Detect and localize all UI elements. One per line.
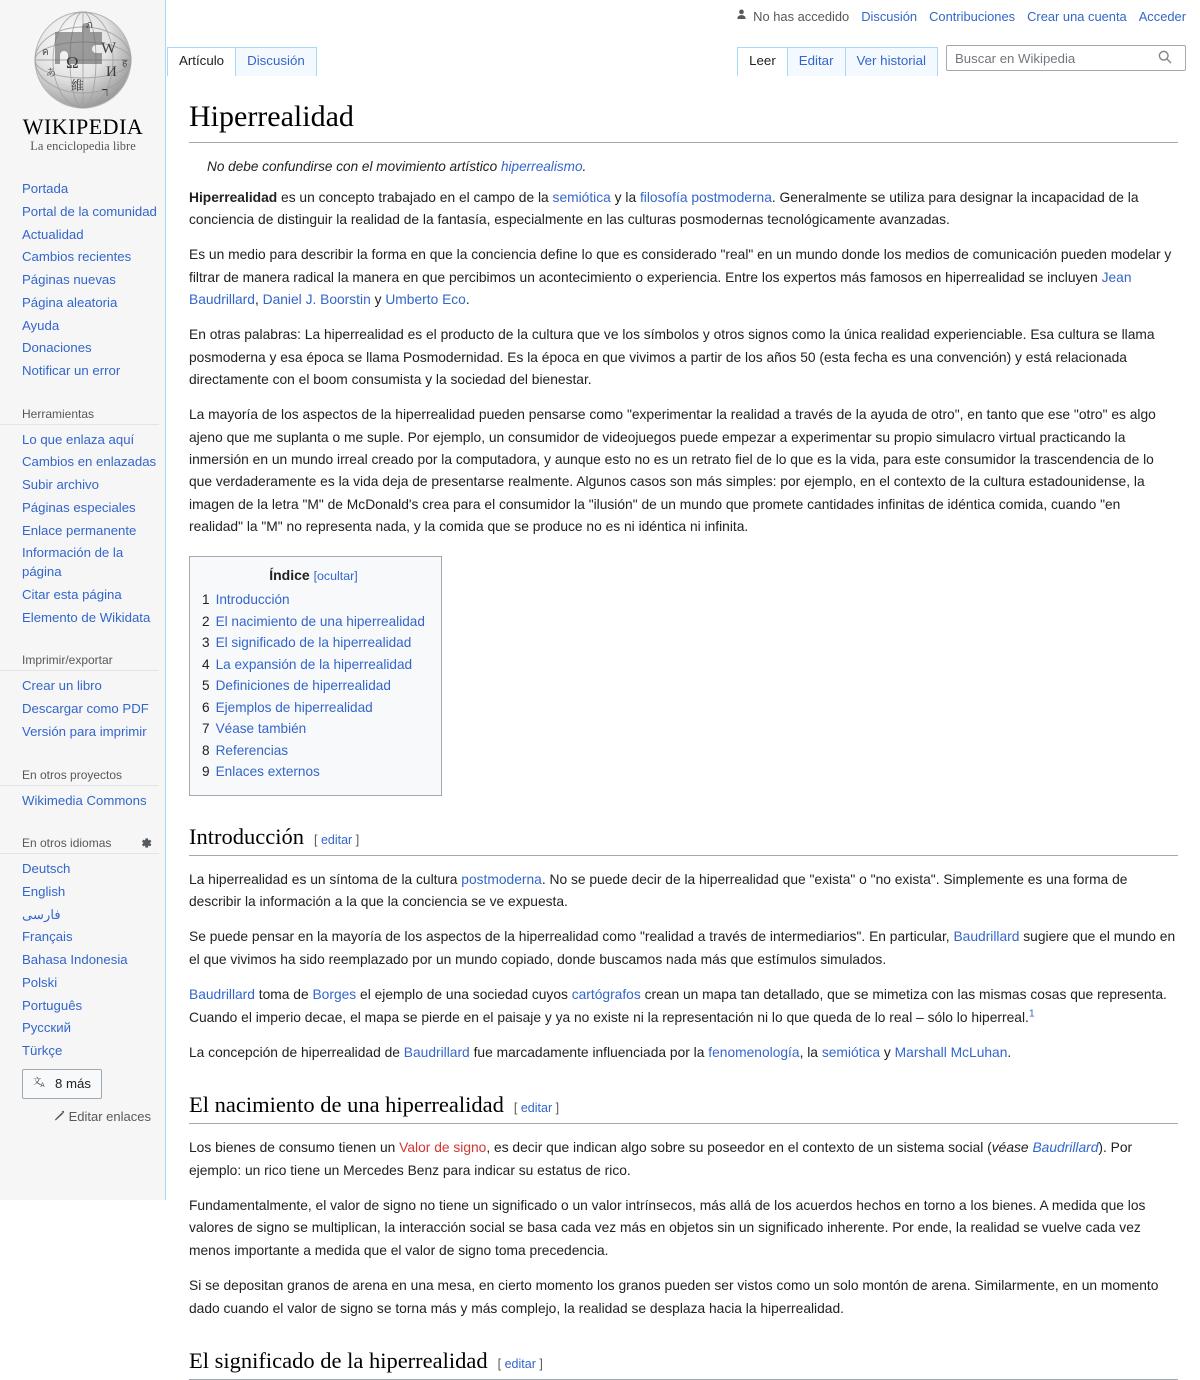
sidebar-lang-portugues[interactable] (0, 995, 165, 1018)
sidebar-link[interactable]: Páginas especiales (22, 499, 136, 515)
sidebar-link[interactable]: Portal de la comunidad (22, 203, 157, 219)
sidebar-item-crear-un-libro[interactable] (0, 675, 165, 698)
text-run: La concepción de hiperrealidad de (189, 1044, 404, 1060)
text-run: Se puede pensar en la mayoría de los aspectos de la hiperrealidad como "realidad a través de intermediarios". En particular, (189, 929, 954, 945)
sidebar-link[interactable]: Elemento de Wikidata (22, 609, 151, 625)
reference-link[interactable]: 1 (1028, 1006, 1035, 1019)
pencil-edit-icon (53, 1109, 66, 1125)
article-content (167, 74, 1200, 1380)
sidebar-item-enlace-permanente[interactable] (0, 520, 165, 543)
sidebar-link[interactable]: English (22, 883, 66, 899)
sidebar-heading-projects: En otros proyectos (0, 764, 159, 786)
text-run: ). Por ejemplo: un rico tiene un Mercedes Benz para indicar su estatus de rico. (189, 1140, 1133, 1178)
sidebar-item-notificar-error[interactable] (0, 360, 165, 383)
text-run: fue marcadamente influenciada por la (469, 1044, 709, 1060)
sidebar-heading-languages-row (0, 832, 159, 854)
link-semiotica[interactable]: semiótica (552, 189, 611, 205)
edit-link[interactable]: editar (320, 832, 353, 847)
svg-text:ภ: ภ (85, 20, 93, 31)
toc-title-row (202, 567, 425, 583)
tab-ver-historial[interactable]: Ver historial (846, 47, 938, 76)
sidebar-portal-print (0, 649, 165, 743)
link-daniel-boorstin[interactable]: Daniel J. Boorstin (262, 291, 371, 307)
gear-icon[interactable] (139, 836, 153, 850)
sidebar-portal-projects (0, 764, 165, 813)
edit-section-link-nacimiento[interactable] (514, 1101, 559, 1115)
sidebar-item-cambios-recientes[interactable] (0, 246, 165, 269)
toc-item-6[interactable] (202, 697, 425, 718)
text-run: . (1007, 1044, 1012, 1060)
toc-number: 4 (202, 656, 210, 672)
sidebar-link[interactable]: Ayuda (22, 317, 60, 333)
bracket-open: [ (513, 1101, 518, 1116)
sidebar-link[interactable]: Русский (22, 1020, 71, 1036)
toc-number: 2 (202, 613, 210, 629)
sidebar-link[interactable]: Donaciones (22, 340, 92, 356)
edit-link[interactable]: editar (520, 1101, 553, 1116)
sidebar-link[interactable]: Enlace permanente (22, 522, 137, 538)
toc-link[interactable]: Introducción (215, 592, 290, 608)
toc-item-5[interactable] (202, 675, 425, 696)
svg-text:維: 維 (70, 78, 84, 93)
not-logged-in-status (735, 8, 849, 24)
sidebar-link[interactable]: Polski (22, 974, 58, 990)
svg-text:文: 文 (33, 1076, 42, 1086)
svg-text:ह: ह (121, 58, 127, 69)
toc-number: 1 (202, 592, 210, 608)
sidebar-item-citar-esta-pagina[interactable] (0, 584, 165, 607)
sidebar-link[interactable]: Subir archivo (22, 477, 99, 493)
toc-link[interactable]: Definiciones de hiperrealidad (215, 678, 391, 694)
sidebar-item-lo-que-enlaza-aqui[interactable] (0, 429, 165, 452)
sidebar-lang-farsi[interactable] (0, 904, 165, 927)
bracket-close: ] (355, 832, 360, 847)
text-run: . (465, 291, 470, 307)
personal-link-discusion[interactable]: Discusión (861, 8, 918, 24)
wikipedia-globe-puzzle-icon[interactable] (16, 8, 151, 113)
more-languages-label: 8 más (55, 1076, 91, 1092)
toc-item-8[interactable] (202, 740, 425, 761)
svg-text:И: И (105, 64, 117, 80)
toc-item-7[interactable] (202, 718, 425, 739)
text-run: , la (799, 1044, 822, 1060)
svg-text:ר: ר (101, 84, 108, 99)
section-title: Introducción (189, 823, 304, 849)
search-input[interactable] (947, 47, 1157, 69)
site-logo-block[interactable] (0, 0, 166, 154)
section-title: El nacimiento de una hiperrealidad (189, 1092, 504, 1118)
sidebar-heading-print: Imprimir/exportar (0, 649, 159, 671)
sidebar (0, 0, 166, 1200)
toc-link[interactable]: Véase también (215, 721, 307, 737)
text-run: y (880, 1044, 895, 1060)
sidebar-link[interactable]: Türkçe (22, 1043, 63, 1059)
toc-link[interactable]: Ejemplos de hiperrealidad (215, 699, 373, 715)
link-postmoderna[interactable]: postmoderna (461, 871, 542, 887)
link-marshall-mcluhan[interactable]: Marshall McLuhan (894, 1044, 1008, 1060)
sidebar-nav-list (0, 174, 165, 383)
view-tabs (737, 46, 938, 75)
text-run: es un concepto trabajado en el campo de la (277, 189, 553, 205)
text-run: . Generalmente se utiliza para designar la incapacidad de la conciencia de distinguir la realidad de la fantasía, especialmente en las culturas posmodernas tecnológicamente avanzadas. (189, 189, 1139, 227)
site-tagline: La enciclopedia libre (30, 139, 136, 154)
intro-paragraph-3 (189, 984, 1178, 1029)
search-container[interactable] (946, 45, 1186, 71)
text-run: , (254, 291, 263, 307)
sidebar-item-subir-archivo[interactable] (0, 474, 165, 497)
italic-link-wrap[interactable] (1032, 1140, 1098, 1155)
edit-links-label: Editar enlaces (68, 1109, 151, 1125)
sidebar-link[interactable]: Crear un libro (22, 678, 102, 694)
sidebar-lang-francais[interactable] (0, 926, 165, 949)
toc-link[interactable]: Referencias (215, 742, 289, 758)
namespace-tabs (167, 46, 317, 75)
toc-toggle-link[interactable]: [ocultar] (313, 569, 358, 584)
sidebar-lang-english[interactable] (0, 881, 165, 904)
section-heading-significado (189, 1346, 1178, 1380)
more-languages-button[interactable] (22, 1069, 102, 1099)
sidebar-item-cambios-en-enlazadas[interactable] (0, 451, 165, 474)
sidebar-lang-russkiy[interactable] (0, 1017, 165, 1040)
link-semiotica[interactable]: semiótica (821, 1044, 881, 1060)
svg-text:A: A (40, 1082, 45, 1089)
tab-editar[interactable]: Editar (788, 47, 846, 76)
toc-toggle[interactable] (314, 569, 358, 583)
sidebar-item-elemento-de-wikidata[interactable] (0, 607, 165, 630)
bracket-close: ] (555, 1101, 560, 1116)
text-run: y (370, 291, 386, 307)
text-run: crean un mapa tan detallado, que se mimetiza con las mismas cosas que representa. Cuando el imperio decae, el mapa se pierde en el paisaje y ya no existe ni la representación ni lo que queda de lo real – sólo lo hiperreal. (189, 987, 1167, 1025)
toc-link[interactable]: El significado de la hiperrealidad (215, 635, 412, 651)
sidebar-item-donaciones[interactable] (0, 337, 165, 360)
svg-text:W: W (100, 40, 116, 57)
section-title: El significado de la hiperrealidad (189, 1347, 488, 1373)
sidebar-lang-polski[interactable] (0, 972, 165, 995)
sidebar-tools-list (0, 425, 165, 630)
nacimiento-paragraph-3: Si se depositan granos de arena en una mesa, en cierto momento los granos pueden ser vistos como un solo montón de arena. Similarmente, en un momento dado cuando el valor de signo se torna más y más complejo, la realidad se desplaza hacia la hiperrealidad. (189, 1278, 1159, 1316)
reference-marker-1[interactable] (1029, 1007, 1035, 1019)
redlink-valor-de-signo[interactable]: Valor de signo (399, 1140, 487, 1156)
text-run: Los bienes de consumo tienen un (189, 1140, 400, 1156)
section-heading-nacimiento (189, 1090, 1178, 1124)
tab-leer[interactable]: Leer (737, 47, 788, 76)
link-umberto-eco[interactable]: Umberto Eco (385, 291, 466, 307)
sidebar-link[interactable]: Páginas nuevas (22, 272, 116, 288)
sidebar-item-descargar-como-pdf[interactable] (0, 698, 165, 721)
text-run: y la (610, 189, 640, 205)
sidebar-item-informacion-de-la-pagina[interactable] (0, 542, 165, 583)
toc-item-4[interactable] (202, 654, 425, 675)
site-wordmark: WIKIPEDIA (22, 114, 144, 139)
sidebar-print-list (0, 671, 165, 743)
sidebar-item-paginas-especiales[interactable] (0, 497, 165, 520)
sidebar-item-portal-comunidad[interactable] (0, 201, 165, 224)
sidebar-item-pagina-aleatoria[interactable] (0, 292, 165, 315)
personal-tools-bar (735, 8, 1186, 24)
hatnote (207, 159, 1178, 174)
lead-paragraph-4: La mayoría de los aspectos de la hiperrealidad pueden pensarse como "experimentar la realidad a través de la ayuda de otro", en tanto que ese "otro" es algo ajeno que me suplanta o me suple. Por ejemplo, un consumidor de videojuegos puede empezar a experimentar su propio simulacro virtual practicando la inmersión en un mundo irreal creado por la computadora, y aunque esto no es un retrato fiel de lo que es la vida, para este consumidor la trascendencia de lo que verdaderamente es la vida deja de presentarse realmente. Algunos casos son más simples: por ejemplo, en el contexto de la cultura estadounidense, la imagen de la letra "M" de McDonald's crea para el consumidor la "ilusión" de un mundo que promete cantidades infinitas de idéntica comida, cuando "en realidad" la "M" no representa nada, y la comida que se produce no es ni idéntica ni infinita. (189, 407, 1156, 534)
text-run: , es decir que indican algo sobre su poseedor en el contexto de un sistema social ( (486, 1140, 992, 1156)
lead-paragraph-2 (189, 244, 1178, 311)
sidebar-link[interactable]: Notificar un error (22, 362, 121, 378)
sidebar-item-version-para-imprimir[interactable] (0, 721, 165, 744)
sidebar-link[interactable]: Lo que enlaza aquí (22, 431, 135, 447)
text-run: sugiere que el mundo en el que vivimos ha sido reemplazado por un mundo copiado, donde buscamos nada más que estímulos simulados. (189, 929, 1176, 967)
text-run: toma de (254, 987, 313, 1003)
sidebar-link[interactable]: Actualidad (22, 226, 84, 242)
sidebar-lang-bahasa-indonesia[interactable] (0, 949, 165, 972)
tab-discusion[interactable]: Discusión (236, 47, 317, 76)
intro-paragraph-1 (189, 869, 1178, 914)
hatnote-link[interactable]: hiperrealismo (500, 158, 583, 174)
toc-item-9[interactable] (202, 761, 425, 782)
edit-section-link-significado[interactable] (498, 1357, 543, 1371)
edit-link[interactable]: editar (504, 1356, 536, 1371)
sidebar-item-actualidad[interactable] (0, 224, 165, 247)
text-run: La hiperrealidad es un síntoma de la cultura (189, 871, 462, 887)
sidebar-link[interactable]: Wikimedia Commons (22, 792, 147, 808)
svg-text:あ: あ (45, 68, 56, 79)
toc-number: 5 (202, 678, 210, 694)
search-magnifier-icon[interactable] (1157, 49, 1179, 68)
sidebar-lang-turkce[interactable] (0, 1040, 165, 1063)
sidebar-link[interactable]: Português (22, 997, 83, 1013)
lead-term: Hiperrealidad (189, 189, 278, 205)
svg-text:ค: ค (41, 47, 49, 58)
page-title: Hiperrealidad (189, 98, 1178, 143)
language-translate-icon (33, 1075, 48, 1093)
sidebar-item-portada[interactable] (0, 178, 165, 201)
link-borges[interactable]: Borges (312, 987, 357, 1003)
section-heading-introduccion (189, 822, 1178, 856)
link-filosofia-postmoderna[interactable]: filosofía postmoderna (639, 189, 772, 205)
edit-interlanguage-links[interactable] (0, 1109, 151, 1125)
lead-paragraph-1 (189, 187, 1178, 232)
link-baudrillard[interactable]: Baudrillard (189, 987, 255, 1003)
text-run: . No se puede decir de la hiperrealidad que "exista" o "no exista". Simplemente es una forma de describir la información a la que la conciencia se ve expuesta. (189, 871, 1128, 910)
sidebar-link[interactable]: Portada (22, 181, 69, 197)
toc-title: Índice (269, 567, 310, 584)
hatnote-prefix: No debe confundirse con el movimiento artístico (207, 158, 501, 174)
toc-link[interactable]: La expansión de la hiperrealidad (215, 656, 413, 672)
sidebar-link[interactable]: Página aleatoria (22, 294, 118, 310)
toc-number: 6 (202, 699, 210, 715)
lead-paragraph-3: En otras palabras: La hiperrealidad es el producto de la cultura que ve los símbolos y otros signos como la única realidad experienciable. Esa cultura se llama posmoderna y esa época se llama Posmodernidad. Es la época en que vivimos a partir de los años 50 (esta fecha es una convención) y está relacionada directamente con el boom consumista y la sociedad del bienestar. (189, 327, 1155, 387)
toc-item-1[interactable] (202, 589, 425, 610)
hatnote-suffix: . (582, 158, 587, 174)
link-baudrillard[interactable]: Baudrillard (403, 1044, 470, 1060)
sidebar-link[interactable]: Deutsch (22, 861, 71, 877)
svg-text:Ω: Ω (65, 53, 79, 72)
toc-list (202, 589, 425, 782)
sidebar-link[interactable]: Información de la página (22, 545, 124, 580)
sidebar-portal-tools (0, 403, 165, 630)
sidebar-heading-languages: En otros idiomas (22, 836, 112, 851)
personal-link-crear-cuenta[interactable]: Crear una cuenta (1027, 8, 1127, 24)
intro-paragraph-2 (189, 926, 1178, 971)
sidebar-link[interactable]: Descargar como PDF (22, 701, 149, 717)
sidebar-link[interactable]: Versión para imprimir (22, 723, 147, 739)
sidebar-heading-tools: Herramientas (0, 403, 159, 425)
toc-number: 3 (202, 635, 210, 651)
user-silhouette-icon (735, 8, 748, 24)
bracket-close: ] (539, 1356, 543, 1371)
personal-link-acceder[interactable]: Acceder (1138, 8, 1186, 24)
edit-section-link-introduccion[interactable] (314, 833, 359, 847)
text-run: Es un medio para describir la forma en que la conciencia define lo que es considerado "real" en un mundo donde los medios de comunicación pueden modelar y filtrar de manera radical la manera en que percibimos un acontecimiento o experiencia. Entre los expertos más famosos en hiperrealidad se incluyen (189, 247, 1172, 285)
toc-number: 8 (202, 742, 210, 758)
sidebar-link[interactable]: Français (22, 929, 73, 945)
sidebar-projects-list (0, 786, 165, 813)
sidebar-languages-list (0, 854, 165, 1063)
link-baudrillard[interactable]: Baudrillard (1032, 1140, 1099, 1156)
sidebar-item-wikimedia-commons[interactable] (0, 790, 165, 813)
toc-link[interactable]: El nacimiento de una hiperrealidad (215, 613, 425, 629)
link-fenomenologia[interactable]: fenomenología (708, 1044, 800, 1060)
link-baudrillard[interactable]: Baudrillard (953, 929, 1020, 945)
italic-vease: véase (991, 1140, 1033, 1156)
sidebar-link[interactable]: Cambios recientes (22, 249, 132, 265)
sidebar-portal-languages (0, 832, 165, 1125)
tab-articulo[interactable]: Artículo (167, 47, 236, 76)
sidebar-link[interactable]: Cambios en enlazadas (22, 454, 157, 470)
sidebar-link[interactable]: Citar esta página (22, 586, 122, 602)
nacimiento-paragraph-2: Fundamentalmente, el valor de signo no tiene un significado o un valor intrínsecos, más allá de los acuerdos hechos en torno a los bienes. A medida que los valores de signo se multiplican, la interacción social se basa cada vez más en objetos sin un significado inherente. Por ende, la realidad se vuelve cada vez menos importante a medida que el valor de signo toma precedencia. (189, 1198, 1146, 1258)
toc-number: 9 (202, 764, 210, 780)
bracket-open: [ (497, 1356, 502, 1371)
sidebar-portal-navigation (0, 174, 165, 383)
sidebar-link[interactable]: فارسی (22, 906, 61, 922)
not-logged-in-label: No has accedido (753, 8, 850, 24)
toc-link[interactable]: Enlaces externos (215, 764, 320, 780)
sidebar-item-ayuda[interactable] (0, 315, 165, 338)
intro-paragraph-4 (189, 1042, 1178, 1064)
personal-link-contribuciones[interactable]: Contribuciones (929, 8, 1016, 24)
toc-item-2[interactable] (202, 611, 425, 632)
toc-number: 7 (202, 721, 210, 737)
link-jean-baudrillard[interactable]: Jean Baudrillard (189, 269, 1132, 307)
link-cartografos[interactable]: cartógrafos (571, 987, 641, 1003)
nacimiento-paragraph-1 (189, 1137, 1178, 1182)
toc-item-3[interactable] (202, 632, 425, 653)
table-of-contents (189, 556, 442, 795)
sidebar-item-paginas-nuevas[interactable] (0, 269, 165, 292)
bracket-open: [ (313, 832, 318, 847)
text-run: el ejemplo de una sociedad cuyos (356, 987, 572, 1003)
sidebar-link[interactable]: Bahasa Indonesia (22, 952, 128, 968)
sidebar-lang-deutsch[interactable] (0, 858, 165, 881)
